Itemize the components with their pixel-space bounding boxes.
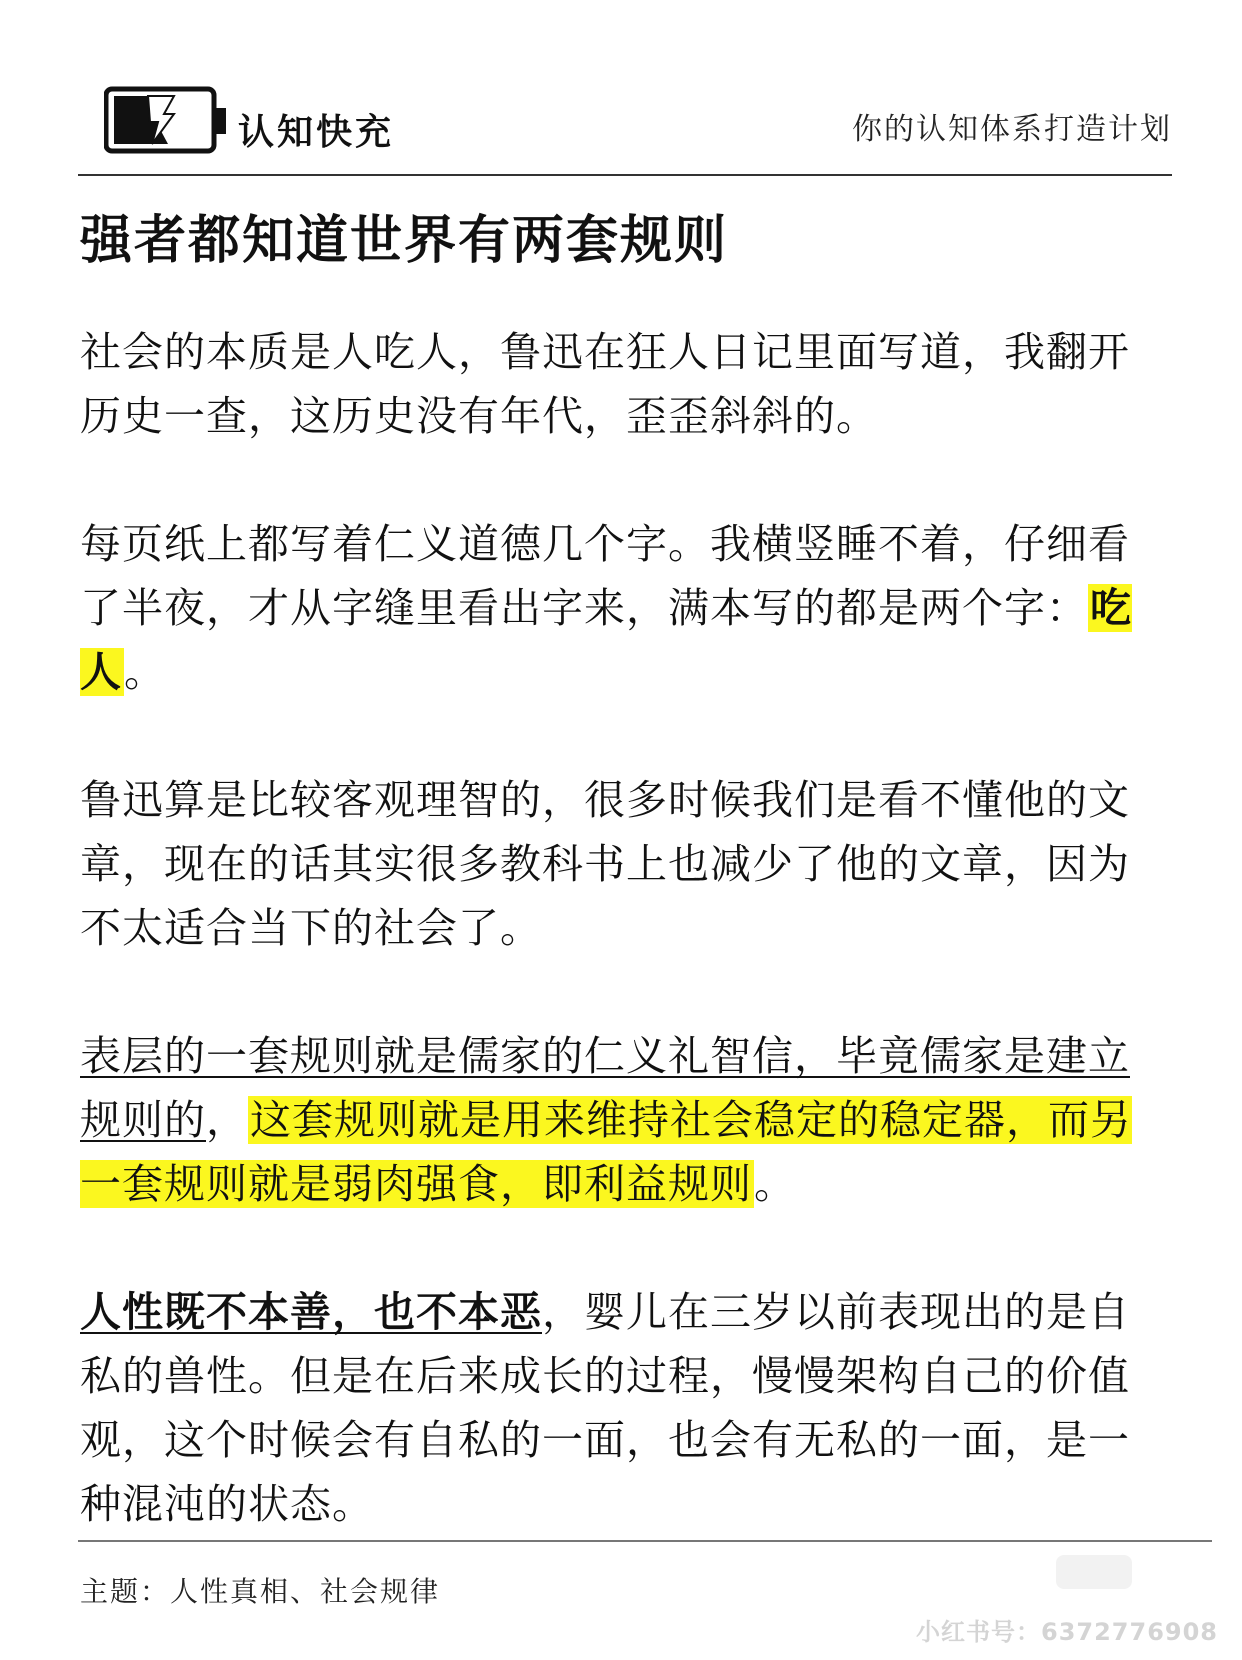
paragraph-3: 鲁迅算是比较客观理智的，很多时候我们是看不懂他的文章，现在的话其实很多教科书上也减少了他的文章，因为不太适合当下的社会了。: [80, 776, 1130, 952]
battery-lightning-icon: [104, 86, 234, 156]
paragraph-1: 社会的本质是人吃人，鲁迅在狂人日记里面写道，我翻开历史一查，这历史没有年代，歪歪斜斜的。: [80, 328, 1130, 440]
paragraph-4-comma: ，: [206, 1096, 248, 1144]
footer-divider: [78, 1540, 1212, 1542]
article-body: [80, 320, 1170, 1600]
highlight-chiren: 吃人: [80, 584, 1132, 696]
watermark-logo: [1056, 1555, 1132, 1589]
highlight-rules: 这套规则就是用来维持社会稳定的稳定器，而另一套规则就是弱肉强食，即利益规则: [80, 1096, 1132, 1208]
brand-name: 认知快充: [238, 111, 395, 153]
paragraph-2: [80, 512, 1170, 704]
header: [78, 78, 1172, 172]
page-title: 强者都知道世界有两套规则: [80, 211, 729, 271]
paragraph-5-rest: ，婴儿在三岁以前表现出的是自私的兽性。但是在后来成长的过程，慢慢架构自己的价值观，这个时候会有自私的一面，也会有无私的一面，是一种混沌的状态。: [80, 1288, 1130, 1528]
underlined-rule-text: 表层的一套规则就是儒家的仁义礼智信，毕竟儒家是建立规则的: [80, 1032, 1130, 1144]
paragraph-2-text: 每页纸上都写着仁义道德几个字。我横竖睡不着，仔细看了半夜，才从字缝里看出字来，满本写的都是两个字：: [80, 520, 1130, 632]
watermark-id: 小红书号：6372776908: [916, 1618, 1218, 1646]
bold-underlined-human-nature: 人性既不本善，也不本恶: [80, 1288, 542, 1336]
topic-label: 主题：人性真相、社会规律: [80, 1575, 441, 1608]
paragraph-4-end: 。: [754, 1160, 796, 1208]
tagline: 你的认知体系打造计划: [852, 112, 1172, 147]
paragraph-2-end: 。: [124, 648, 166, 696]
paragraph-4: [80, 1024, 1170, 1216]
paragraph-5: [80, 1280, 1170, 1536]
header-divider: [78, 174, 1172, 176]
